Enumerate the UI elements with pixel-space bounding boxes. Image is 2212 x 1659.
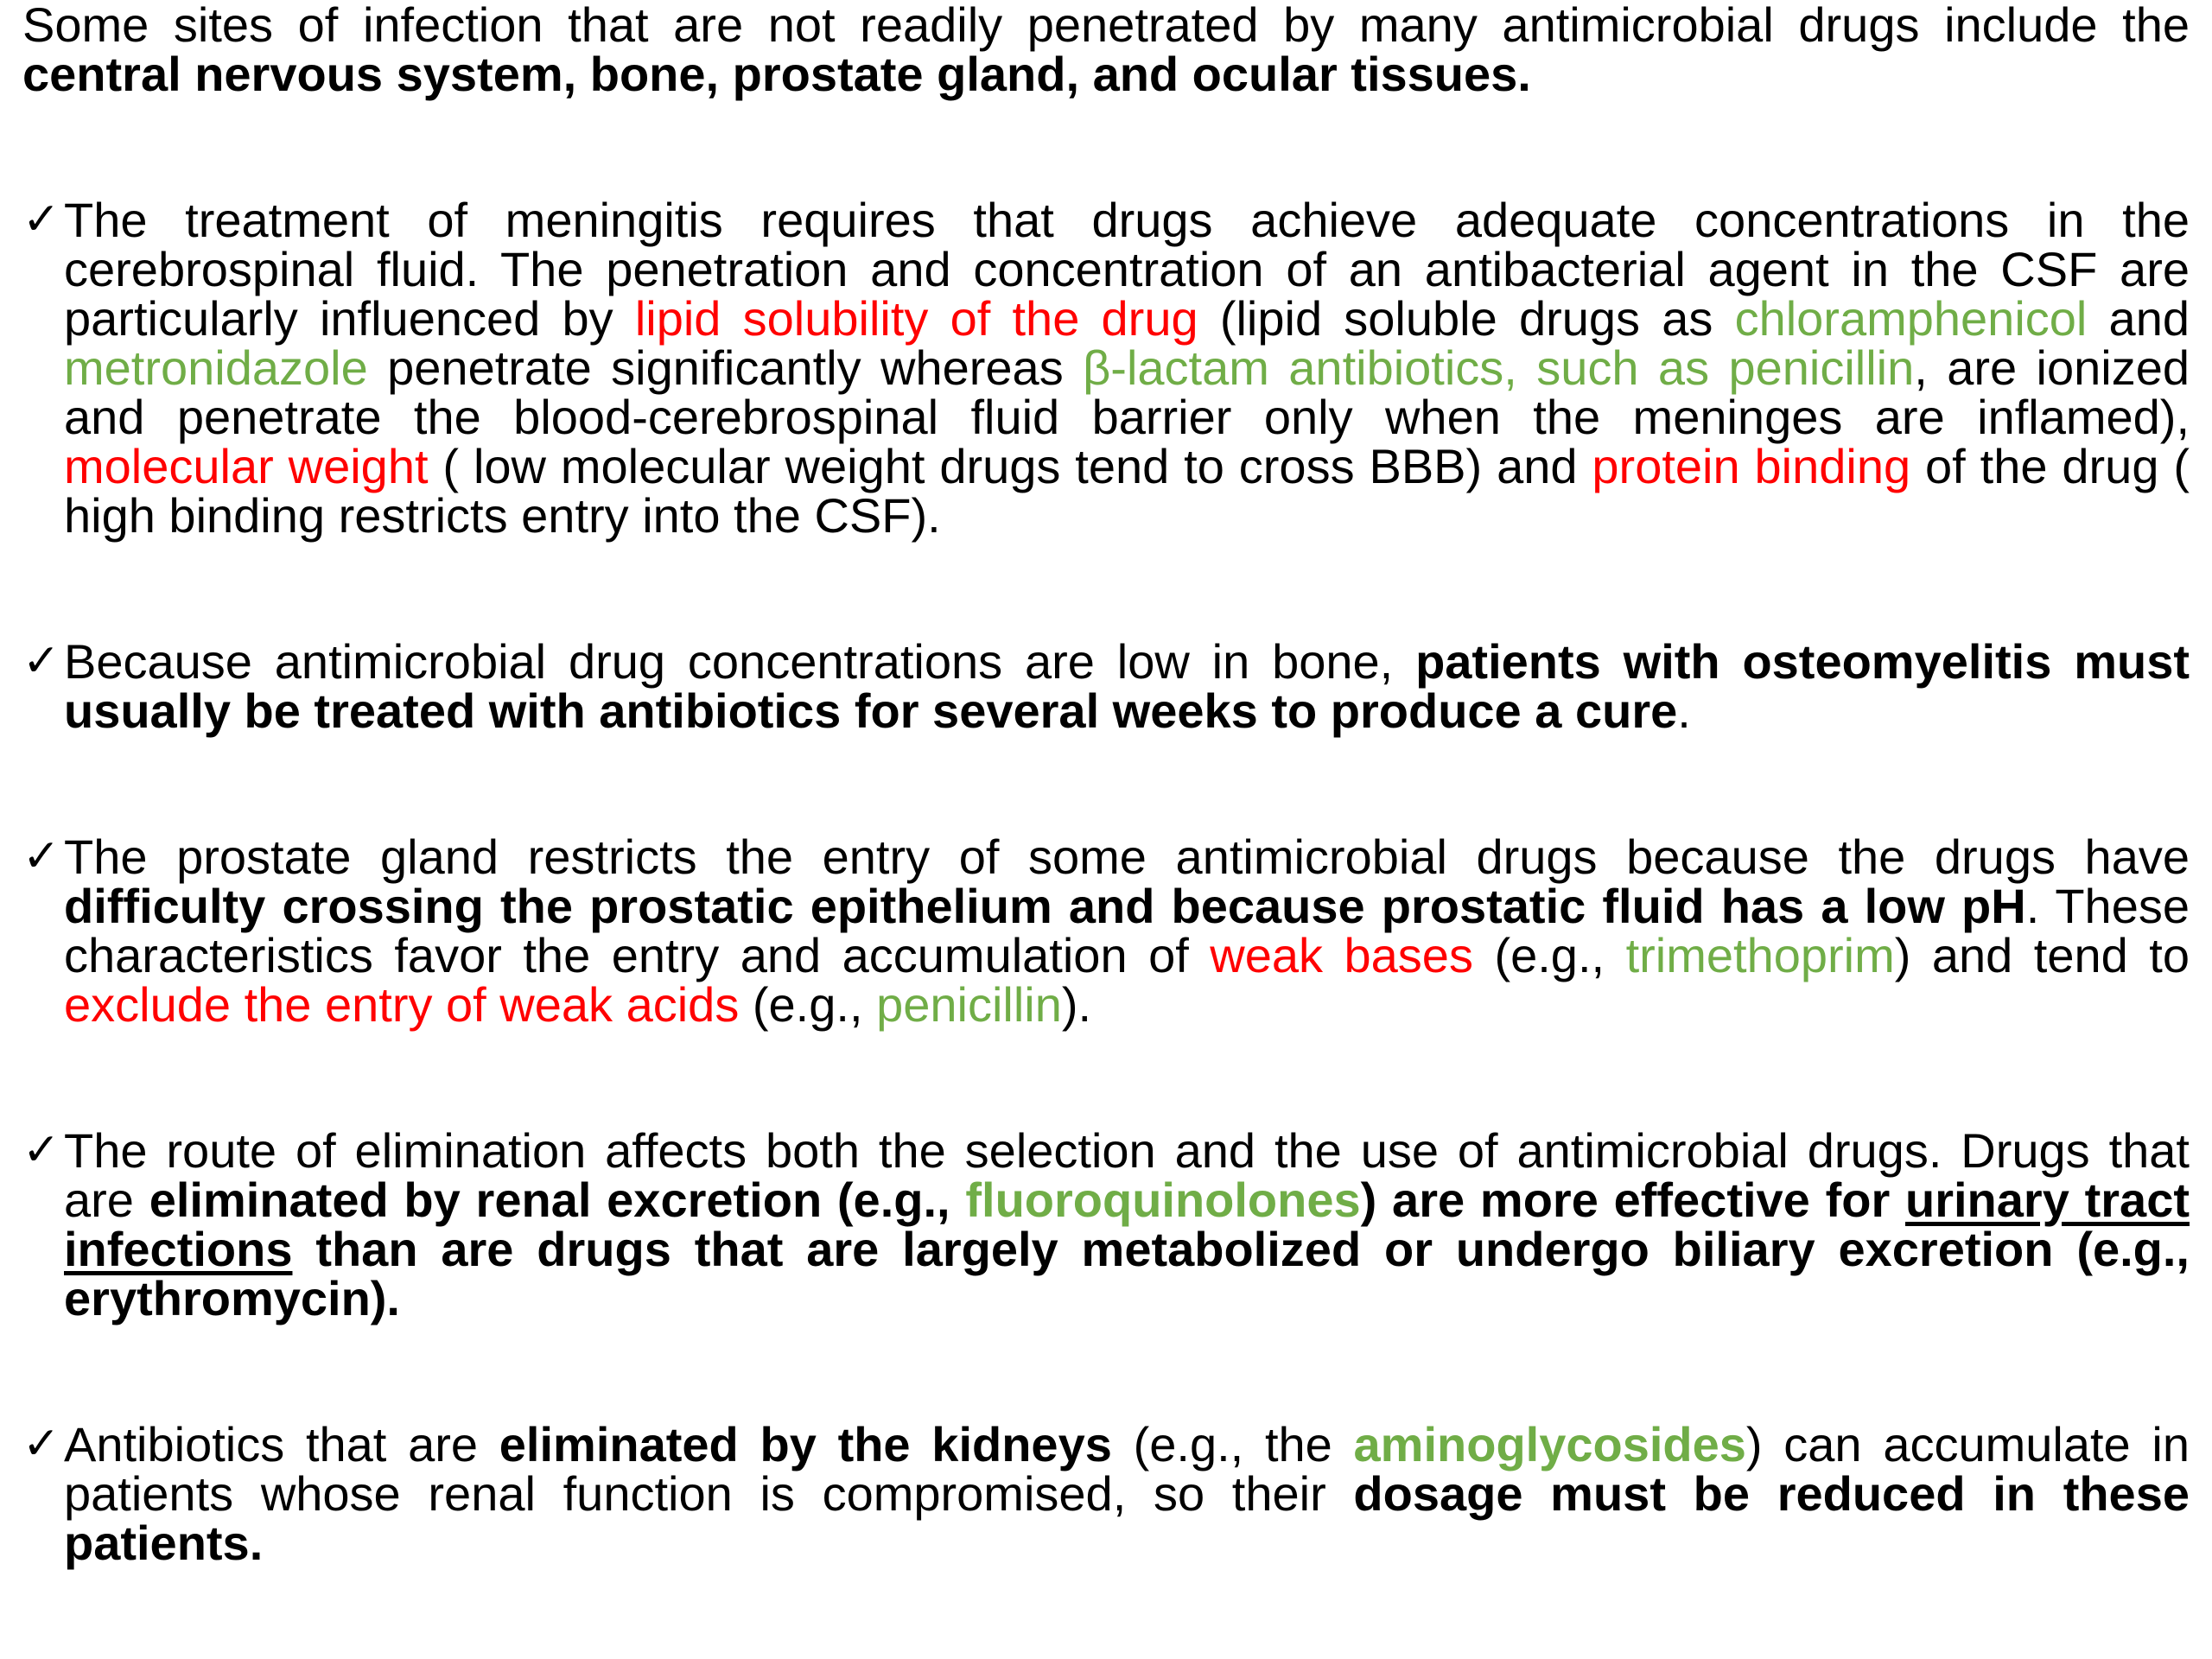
underlined-text: urinary tract infections	[64, 1173, 2190, 1276]
drug-name-green: β-lactam antibiotics, such as penicillin	[1083, 340, 1915, 395]
intro-paragraph	[22, 0, 2190, 99]
bold-text: ) are more effective for	[1360, 1173, 1905, 1227]
text-run: and	[2087, 291, 2190, 346]
bold-text: patients with osteomyelitis must usually be treated with antibiotics for several weeks to produce a cure	[64, 634, 2190, 738]
bullet-meningitis	[22, 193, 2190, 543]
text-run: (e.g.,	[739, 977, 877, 1032]
text-run: of the drug ( high binding restricts entry into the CSF).	[64, 439, 2190, 543]
bold-text: eliminated by the kidneys	[499, 1417, 1112, 1471]
text-run: . These characteristics favor the entry and accumulation of	[64, 879, 2190, 982]
bullet-elimination-route	[22, 1123, 2190, 1325]
text-run: (e.g.,	[1472, 928, 1626, 982]
text-run: , are ionized and penetrate the blood-cerebrospinal fluid barrier only when the meninges are inflamed),	[64, 340, 2190, 444]
text-run: ( low molecular weight drugs tend to cross BBB) and	[428, 439, 1592, 493]
text-run: ).	[1061, 977, 1092, 1032]
highlight-red: exclude the entry of weak acids	[64, 977, 740, 1032]
text-run: penetrate significantly whereas	[367, 340, 1084, 395]
text-run: .	[1677, 683, 1691, 738]
text-run: (e.g., the	[1111, 1417, 1354, 1471]
bullet-kidney-elimination	[22, 1417, 2190, 1570]
checkmark-icon: ✓	[22, 1125, 60, 1175]
slide-text-body	[22, 0, 2190, 1570]
intro-bold-sites: central nervous system, bone, prostate gland, and ocular tissues.	[22, 47, 1531, 101]
bold-text: dosage must be reduced in these patients.	[64, 1466, 2190, 1570]
text-run: Antibiotics that are	[64, 1417, 499, 1471]
bold-text: eliminated by renal excretion (e.g.,	[149, 1173, 966, 1227]
bold-text: difficulty crossing the prostatic epithelium and because prostatic fluid has a low pH	[64, 879, 2026, 933]
bullet-bone	[22, 634, 2190, 738]
drug-name-green: fluoroquinolones	[965, 1173, 1361, 1227]
drug-name-green: aminoglycosides	[1353, 1417, 1746, 1471]
text-run: The treatment of meningitis requires that drugs achieve adequate concentrations in the cerebrospinal fluid. The penetration and concentration of an antibacterial agent in the CSF are particularly influenced by	[64, 193, 2190, 346]
text-run: The route of elimination affects both the selection and the use of antimicrobial drugs. Drugs that are	[64, 1123, 2190, 1227]
highlight-red: protein binding	[1592, 439, 1911, 493]
checkmark-icon: ✓	[22, 636, 60, 686]
text-run: ) and tend to	[1894, 928, 2190, 982]
text-run: Because antimicrobial drug concentrations are low in bone,	[64, 634, 1416, 689]
text-run: (lipid soluble drugs as	[1198, 291, 1735, 346]
drug-name-green: metronidazole	[64, 340, 368, 395]
drug-name-green: chloramphenicol	[1734, 291, 2088, 346]
highlight-red: molecular weight	[64, 439, 429, 493]
highlight-red: lipid solubility of the drug	[634, 291, 1198, 346]
bullet-prostate	[22, 830, 2190, 1032]
bold-text: than are drugs that are largely metabolized or undergo biliary excretion (e.g., erythromycin).	[64, 1222, 2190, 1325]
highlight-red: weak bases	[1210, 928, 1473, 982]
checkmark-icon: ✓	[22, 1419, 60, 1469]
text-run: The prostate gland restricts the entry of some antimicrobial drugs because the drugs have	[64, 830, 2190, 884]
checkmark-icon: ✓	[22, 194, 60, 245]
drug-name-green: trimethoprim	[1625, 928, 1895, 982]
text-run: ) can accumulate in patients whose renal function is compromised, so their	[64, 1417, 2190, 1521]
intro-text: Some sites of infection that are not readily penetrated by many antimicrobial drugs include the	[22, 0, 2190, 52]
drug-name-green: penicillin	[876, 977, 1062, 1032]
checkmark-icon: ✓	[22, 831, 60, 881]
